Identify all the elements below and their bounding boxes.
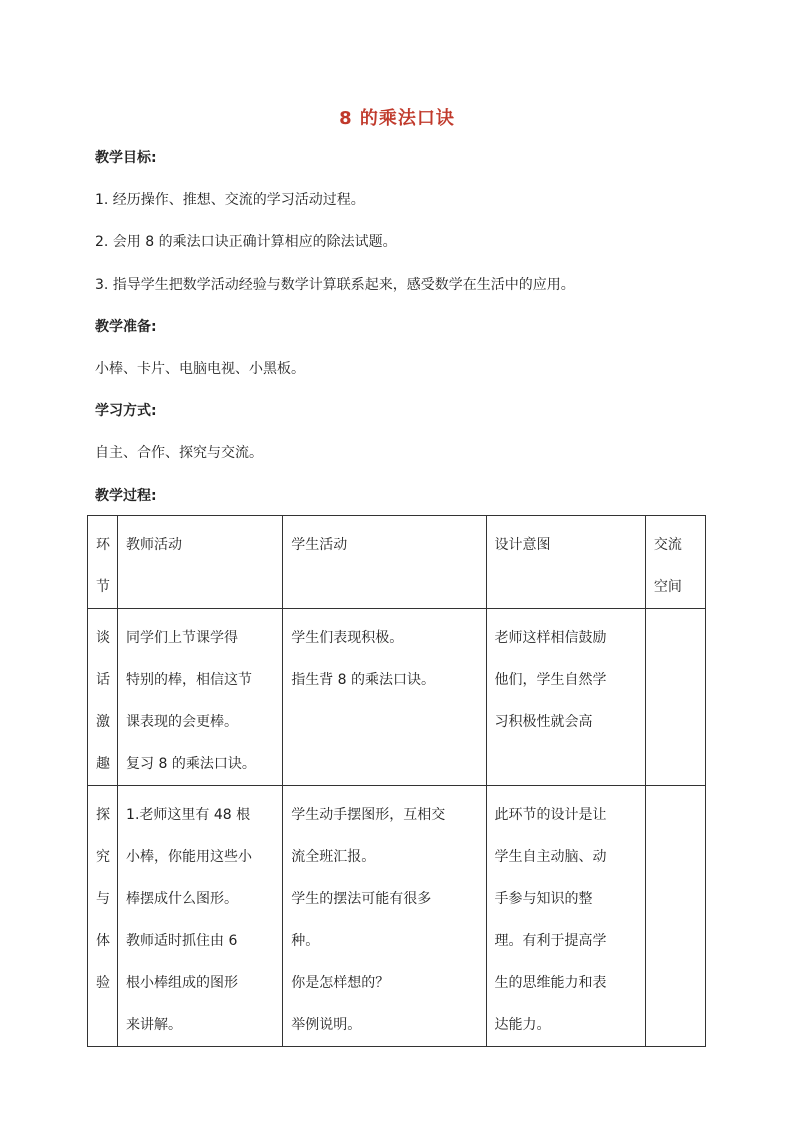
prep-text: 小棒、卡片、电脑电视、小黑板。 — [95, 361, 305, 377]
row1-stage — [88, 609, 118, 786]
cell-line: 理。有利于提高学 — [494, 933, 607, 949]
header-stage-line: 环 — [96, 537, 110, 553]
header-stage-line: 节 — [96, 579, 110, 595]
method-heading: 学习方式: — [95, 403, 157, 419]
cell-line: 达能力。 — [494, 1017, 551, 1033]
goal-item-1: 1. 经历操作、推想、交流的学习活动过程。 — [95, 192, 365, 208]
row2-teacher — [118, 786, 283, 1047]
cell-line: 指生背 8 的乘法口诀。 — [291, 672, 436, 688]
table-header-row — [88, 516, 706, 609]
cell-line: 与 — [96, 891, 110, 907]
cell-line: 课表现的会更棒。 — [126, 714, 239, 730]
cell-line: 习积极性就会高 — [494, 714, 593, 730]
cell-line: 复习 8 的乘法口诀。 — [126, 756, 256, 772]
cell-line: 学生们表现积极。 — [291, 630, 404, 646]
cell-line: 举例说明。 — [291, 1017, 362, 1033]
header-stage — [88, 516, 118, 609]
cell-line: 生的思维能力和表 — [494, 975, 607, 991]
cell-line: 教师适时抓住由 6 — [126, 933, 238, 949]
header-space-line: 空间 — [653, 579, 682, 595]
header-teacher-line: 教师活动 — [126, 537, 183, 553]
row2-space — [645, 786, 705, 1047]
row2-design — [486, 786, 645, 1047]
process-heading: 教学过程: — [95, 488, 157, 504]
document-title: 8 的乘法口诀 — [339, 108, 455, 129]
row1-design — [486, 609, 645, 786]
header-design — [486, 516, 645, 609]
goal-item-2: 2. 会用 8 的乘法口诀正确计算相应的除法试题。 — [95, 234, 397, 250]
cell-line: 学生的摆法可能有很多 — [291, 891, 432, 907]
cell-line: 你是怎样想的？ — [291, 975, 390, 991]
cell-line: 1.老师这里有 48 根 — [126, 807, 251, 823]
header-design-line: 设计意图 — [494, 537, 551, 553]
cell-line: 他们，学生自然学 — [494, 672, 607, 688]
row2-stage — [88, 786, 118, 1047]
teaching-process-table — [87, 515, 706, 1047]
header-student-line: 学生活动 — [291, 537, 348, 553]
cell-line: 小棒，你能用这些小 — [126, 849, 253, 865]
goal-item-3: 3. 指导学生把数学活动经验与数学计算联系起来，感受数学在生活中的应用。 — [95, 277, 575, 293]
cell-line: 激 — [96, 714, 110, 730]
method-text: 自主、合作、探究与交流。 — [95, 445, 263, 461]
cell-line: 体 — [96, 933, 110, 949]
row1-teacher — [118, 609, 283, 786]
row2-student — [283, 786, 486, 1047]
cell-line: 种。 — [291, 933, 320, 949]
cell-line: 话 — [96, 672, 110, 688]
cell-line: 特别的棒，相信这节 — [126, 672, 253, 688]
cell-line: 流全班汇报。 — [291, 849, 376, 865]
cell-line: 老师这样相信鼓励 — [494, 630, 607, 646]
cell-line: 学生自主动脑、动 — [494, 849, 607, 865]
cell-line: 究 — [96, 849, 110, 865]
cell-line: 此环节的设计是让 — [494, 807, 607, 823]
cell-line: 手参与知识的整 — [494, 891, 593, 907]
prep-heading: 教学准备: — [95, 319, 157, 335]
cell-line: 根小棒组成的图形 — [126, 975, 239, 991]
cell-line: 棒摆成什么图形。 — [126, 891, 239, 907]
table-row — [88, 786, 706, 1047]
cell-line: 探 — [96, 807, 110, 823]
cell-line: 同学们上节课学得 — [126, 630, 239, 646]
table-row — [88, 609, 706, 786]
header-teacher — [118, 516, 283, 609]
cell-line: 来讲解。 — [126, 1017, 183, 1033]
header-space-line: 交流 — [653, 537, 682, 553]
cell-line: 验 — [96, 975, 110, 991]
row1-student — [283, 609, 486, 786]
cell-line: 学生动手摆图形，互相交 — [291, 807, 446, 823]
cell-line: 谈 — [96, 630, 110, 646]
goals-heading: 教学目标: — [95, 150, 157, 166]
header-student — [283, 516, 486, 609]
row1-space — [645, 609, 705, 786]
cell-line: 趣 — [96, 756, 110, 772]
header-space — [645, 516, 705, 609]
